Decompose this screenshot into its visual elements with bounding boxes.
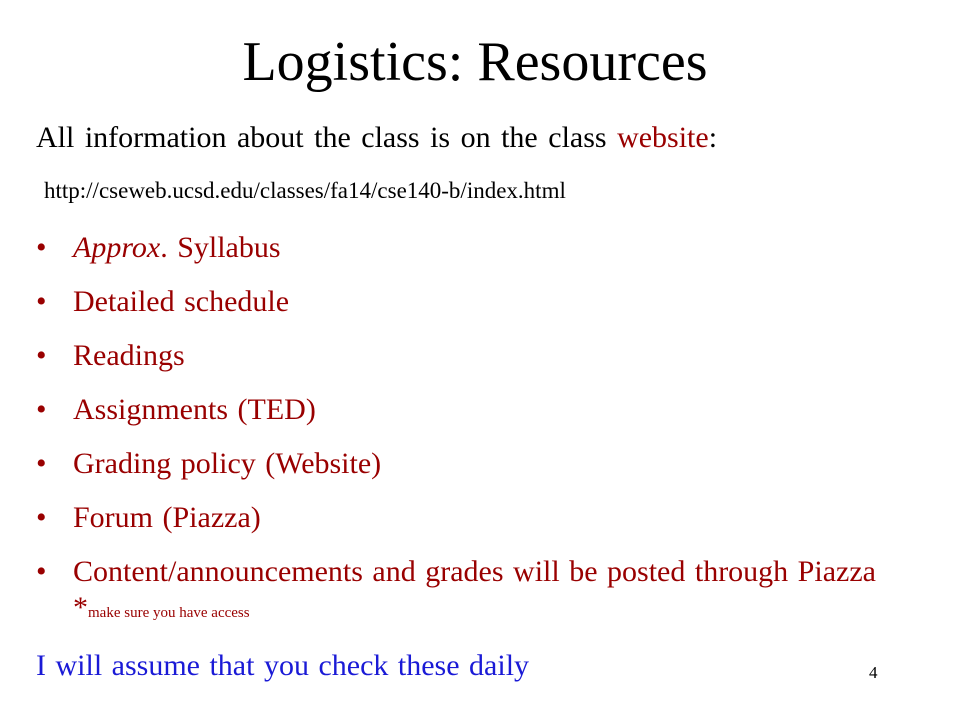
list-item-text: . Syllabus (160, 231, 281, 264)
list-item-text: Readings (73, 339, 185, 372)
slide-title: Logistics: Resources (242, 31, 708, 93)
list-item-text: Content/announcements and grades will be posted through Piazza * (73, 555, 876, 624)
bullet-icon: • (36, 231, 47, 264)
list-item (36, 284, 896, 320)
intro-prefix: All information about the class is on the class (36, 121, 618, 154)
bullet-icon: • (36, 501, 47, 534)
list-item (36, 446, 896, 482)
bullet-icon: • (36, 555, 47, 588)
list-item-footnote: make sure you have access (88, 605, 250, 621)
intro-suffix: : (708, 121, 718, 154)
list-item-text: Forum (Piazza) (73, 501, 261, 534)
list-item-emphasis: Approx (73, 231, 161, 264)
list-item (36, 230, 896, 266)
list-item (36, 338, 896, 374)
list-item (36, 500, 896, 536)
website-link[interactable]: website (617, 121, 709, 154)
bullet-icon: • (36, 339, 47, 372)
bullet-icon: • (36, 393, 47, 426)
list-item-text: Detailed schedule (73, 285, 290, 318)
list-item (36, 392, 896, 428)
list-item (36, 554, 896, 631)
intro-text (36, 118, 717, 158)
list-item-text: Grading policy (Website) (73, 447, 382, 480)
class-url[interactable]: http://cseweb.ucsd.edu/classes/fa14/cse140-b/index.html (44, 178, 566, 203)
resource-list (36, 230, 896, 649)
bullet-icon: • (36, 285, 47, 318)
page-number: 4 (869, 663, 878, 682)
closing-statement: I will assume that you check these daily (36, 649, 530, 682)
bullet-icon: • (36, 447, 47, 480)
list-item-text: Assignments (TED) (73, 393, 316, 426)
